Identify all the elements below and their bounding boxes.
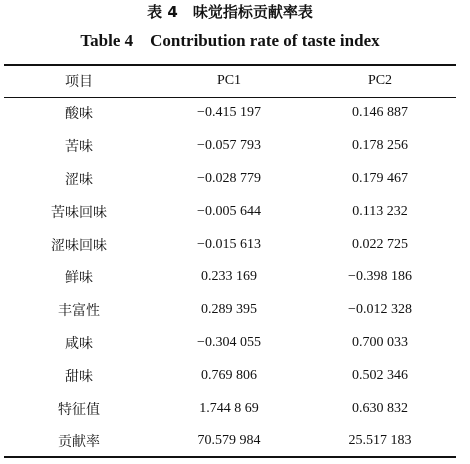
table-caption-chinese: 表 4 味觉指标贡献率表: [147, 3, 313, 21]
row-pc2: 0.502 346: [352, 367, 408, 383]
table-caption-english: Table 4 Contribution rate of taste index: [80, 31, 380, 50]
header-pc2: PC2: [367, 73, 393, 88]
row-pc1: −0.005 644: [197, 203, 261, 219]
row-item: 涩味回味: [51, 237, 107, 254]
table-row: [4, 425, 456, 458]
row-pc1: 0.769 806: [201, 367, 257, 383]
row-pc1: −0.015 613: [197, 236, 261, 252]
row-pc1: −0.415 197: [197, 105, 261, 121]
table-row: [4, 392, 456, 425]
row-pc1: −0.057 793: [197, 138, 261, 154]
row-pc1: −0.028 779: [197, 170, 261, 186]
header-item: 项目: [65, 74, 93, 90]
row-item: 咸味: [65, 335, 93, 352]
table-row: [4, 130, 456, 163]
table-row: [4, 163, 456, 196]
row-item: 苦味: [65, 139, 93, 156]
row-item: 苦味回味: [51, 204, 107, 221]
table-row: [4, 359, 456, 392]
row-pc2: 0.022 725: [352, 236, 408, 252]
row-pc2: 0.146 887: [352, 105, 408, 121]
row-pc2: 0.113 232: [352, 203, 408, 219]
row-pc2: 25.517 183: [348, 433, 412, 449]
table-row: [4, 261, 456, 294]
row-pc2: 0.179 467: [352, 170, 408, 186]
row-pc2: 0.700 033: [352, 334, 408, 350]
row-pc2: 0.630 832: [352, 400, 408, 416]
row-item: 丰富性: [58, 303, 100, 320]
row-pc1: 1.744 8 69: [199, 400, 259, 416]
row-pc2: −0.012 328: [348, 302, 412, 318]
table-row: [4, 327, 456, 360]
table-header-row: [4, 65, 456, 97]
row-pc2: −0.398 186: [348, 269, 412, 285]
header-pc1: PC1: [216, 73, 242, 88]
table-row: [4, 294, 456, 327]
row-item: 酸味: [65, 106, 93, 123]
row-pc2: 0.178 256: [352, 138, 408, 154]
row-item: 甜味: [65, 368, 93, 385]
row-pc1: 0.233 169: [201, 269, 257, 285]
row-pc1: −0.304 055: [197, 334, 261, 350]
row-item: 贡献率: [58, 434, 100, 451]
contribution-rate-table: [4, 65, 456, 458]
row-item: 涩味: [65, 171, 93, 188]
row-item: 特征值: [58, 401, 100, 418]
row-pc1: 70.579 984: [197, 433, 261, 449]
row-pc1: 0.289 395: [201, 302, 257, 318]
row-item: 鲜味: [65, 270, 93, 287]
table-row: [4, 195, 456, 228]
table-row: [4, 228, 456, 261]
table-row: [4, 97, 456, 130]
